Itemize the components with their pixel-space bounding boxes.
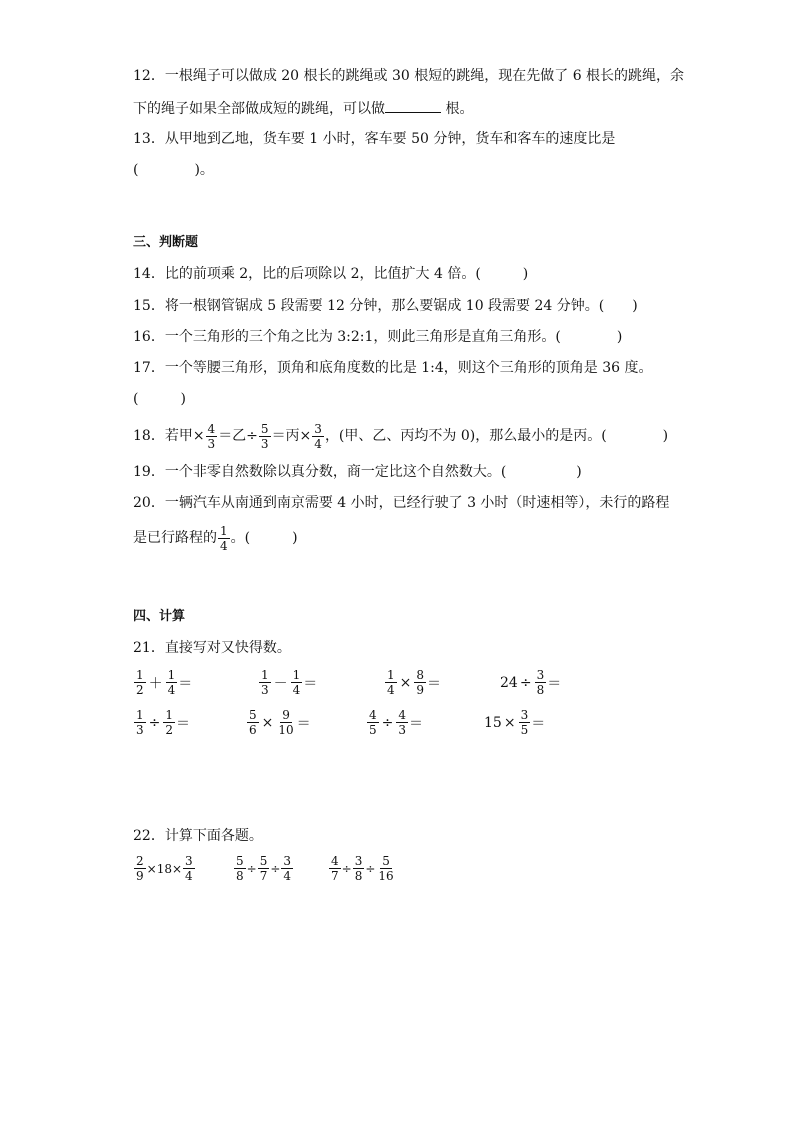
q20-suffix: 。( ) bbox=[230, 530, 298, 546]
q22-expr-3 bbox=[328, 854, 397, 883]
numerator: 1 bbox=[136, 708, 144, 722]
denominator: 3 bbox=[260, 436, 269, 451]
denominator: 4 bbox=[387, 683, 395, 697]
q21-expr-1-3 bbox=[384, 668, 441, 697]
fraction bbox=[376, 854, 395, 883]
denominator: 5 bbox=[369, 723, 377, 737]
fraction bbox=[291, 668, 303, 697]
operator: ÷ bbox=[365, 861, 376, 876]
denominator: 10 bbox=[278, 723, 294, 737]
fraction bbox=[353, 854, 365, 883]
fraction bbox=[281, 854, 293, 883]
operator: ÷ bbox=[270, 861, 281, 876]
q18-fraction-2 bbox=[259, 422, 271, 451]
q22-expr-2 bbox=[233, 854, 294, 883]
q18-fraction-1 bbox=[206, 422, 218, 451]
denominator: 9 bbox=[136, 869, 144, 883]
numerator: 4 bbox=[331, 854, 339, 868]
q13-answer-paren[interactable]: ( )。 bbox=[133, 162, 214, 178]
operator: ÷ bbox=[148, 714, 161, 731]
q21-expr-1-1 bbox=[133, 668, 192, 697]
equals: ＝ bbox=[176, 715, 191, 732]
operator: ÷ bbox=[519, 674, 532, 691]
fraction bbox=[183, 854, 195, 883]
denominator: 2 bbox=[165, 723, 174, 737]
q12-text: 下的绳子如果全部做成短的跳绳，可以做 bbox=[133, 101, 385, 117]
denominator: 9 bbox=[416, 683, 425, 697]
equals: ＝ bbox=[296, 715, 311, 732]
q18-prefix: 18．若甲× bbox=[133, 428, 205, 444]
numerator: 1 bbox=[220, 523, 228, 538]
fraction bbox=[134, 854, 146, 883]
q20-line1: 20．一辆汽车从南通到南京需要 4 小时，已经行驶了 3 小时（时速相等），未行的路程 bbox=[133, 495, 670, 511]
q12-answer-blank[interactable] bbox=[385, 98, 441, 113]
denominator: 8 bbox=[236, 869, 244, 883]
fraction bbox=[535, 668, 547, 697]
fraction bbox=[367, 708, 379, 737]
numerator: 3 bbox=[314, 421, 322, 436]
fraction bbox=[166, 668, 178, 697]
operator: × bbox=[503, 714, 516, 731]
denominator: 4 bbox=[314, 436, 322, 451]
q18-mid1: ＝乙÷ bbox=[218, 428, 258, 444]
q17-line1: 17．一个等腰三角形，顶角和底角度数的比是 1:4，则这个三角形的顶角是 36 度。 bbox=[133, 360, 653, 376]
q20-line2 bbox=[133, 522, 298, 554]
q16: 16．一个三角形的三个角之比为 3:2:1，则此三角形是直角三角形。( ) bbox=[133, 329, 623, 345]
numerator: 5 bbox=[382, 854, 390, 868]
numerator: 5 bbox=[259, 854, 268, 868]
denominator: 4 bbox=[220, 538, 228, 553]
fraction bbox=[234, 854, 246, 883]
q12-line2 bbox=[133, 98, 473, 119]
numerator: 8 bbox=[416, 668, 425, 682]
q21-expr-2-4 bbox=[484, 708, 545, 737]
equals: ＝ bbox=[178, 675, 193, 692]
denominator: 4 bbox=[167, 683, 176, 697]
equals: ＝ bbox=[531, 715, 546, 732]
numerator: 3 bbox=[536, 668, 545, 682]
numerator: 1 bbox=[167, 668, 176, 682]
numerator: 1 bbox=[165, 708, 174, 722]
q12-suffix: 根。 bbox=[441, 101, 474, 117]
numerator: 5 bbox=[236, 854, 244, 868]
numerator: 3 bbox=[354, 854, 363, 868]
denominator: 8 bbox=[354, 869, 363, 883]
fraction bbox=[134, 708, 146, 737]
q18-fraction-3 bbox=[312, 422, 324, 451]
q13-line1: 13．从甲地到乙地，货车要 1 小时，客车要 50 分钟，货车和客车的速度比是 bbox=[133, 131, 616, 147]
section-heading-judgement: 三、判断题 bbox=[133, 235, 199, 250]
numerator: 3 bbox=[283, 854, 292, 868]
operator: × bbox=[399, 674, 412, 691]
operator: ÷ bbox=[381, 714, 394, 731]
denominator: 3 bbox=[398, 723, 407, 737]
operator: ÷ bbox=[341, 861, 352, 876]
fraction bbox=[519, 708, 531, 737]
whole-number: 24 bbox=[500, 674, 518, 691]
q18-suffix: ，(甲、乙、丙均不为 0)，那么最小的是丙。( ) bbox=[324, 428, 669, 444]
denominator: 2 bbox=[136, 683, 144, 697]
fraction bbox=[396, 708, 408, 737]
fraction bbox=[414, 668, 426, 697]
q15: 15．将一根钢管锯成 5 段需要 12 分钟，那么要锯成 10 段需要 24 分钟。( ) bbox=[133, 298, 638, 314]
denominator: 8 bbox=[536, 683, 545, 697]
q21-expr-1-2 bbox=[258, 668, 317, 697]
numerator: 5 bbox=[260, 421, 269, 436]
operator: － bbox=[273, 675, 288, 692]
numerator: 2 bbox=[136, 854, 144, 868]
q14: 14．比的前项乘 2，比的后项除以 2，比值扩大 4 倍。( ) bbox=[133, 266, 529, 282]
fraction bbox=[163, 708, 175, 737]
q21-expr-1-4 bbox=[500, 668, 561, 697]
numerator: 3 bbox=[185, 854, 193, 868]
denominator: 3 bbox=[136, 723, 144, 737]
fraction bbox=[329, 854, 341, 883]
equals: ＝ bbox=[547, 675, 562, 692]
fraction bbox=[385, 668, 397, 697]
numerator: 3 bbox=[520, 708, 529, 722]
q21-title: 21．直接写对又快得数。 bbox=[133, 640, 291, 656]
q21-expr-2-2 bbox=[246, 708, 311, 737]
fraction bbox=[258, 854, 270, 883]
whole-number: 15 bbox=[484, 714, 502, 731]
operator: × bbox=[261, 714, 274, 731]
numerator: 1 bbox=[136, 668, 144, 682]
operator: ＋ bbox=[148, 675, 163, 692]
q22-expr-1 bbox=[133, 854, 196, 883]
q19: 19．一个非零自然数除以真分数，商一定比这个自然数大。( ) bbox=[133, 464, 582, 480]
section-heading-calculation: 四、计算 bbox=[133, 609, 186, 624]
denominator: 4 bbox=[185, 869, 193, 883]
numerator: 5 bbox=[249, 708, 257, 722]
operator: ÷ bbox=[246, 861, 257, 876]
q17-answer-paren[interactable]: ( ) bbox=[133, 391, 186, 407]
equals: ＝ bbox=[427, 675, 442, 692]
denominator: 7 bbox=[259, 869, 268, 883]
operator: ×18× bbox=[146, 861, 183, 876]
denominator: 3 bbox=[207, 436, 216, 451]
equals: ＝ bbox=[409, 715, 424, 732]
denominator: 4 bbox=[283, 869, 292, 883]
numerator: 4 bbox=[398, 708, 407, 722]
equals: ＝ bbox=[303, 675, 318, 692]
q12-line1: 12．一根绳子可以做成 20 根长的跳绳或 30 根短的跳绳，现在先做了 6 根长的跳绳，余 bbox=[133, 68, 685, 84]
q21-expr-2-1 bbox=[133, 708, 190, 737]
fraction bbox=[134, 668, 146, 697]
numerator: 4 bbox=[369, 708, 377, 722]
denominator: 16 bbox=[378, 869, 394, 883]
denominator: 5 bbox=[520, 723, 529, 737]
numerator: 1 bbox=[387, 668, 395, 682]
fraction bbox=[276, 708, 295, 737]
q18-mid2: ＝丙× bbox=[271, 428, 312, 444]
fraction bbox=[247, 708, 259, 737]
denominator: 6 bbox=[249, 723, 257, 737]
denominator: 7 bbox=[331, 869, 339, 883]
q21-expr-2-3 bbox=[366, 708, 423, 737]
q20-fraction bbox=[218, 524, 230, 553]
numerator: 1 bbox=[292, 668, 301, 682]
numerator: 1 bbox=[261, 668, 269, 682]
denominator: 3 bbox=[261, 683, 269, 697]
q20-text: 是已行路程的 bbox=[133, 530, 217, 546]
q22-title: 22．计算下面各题。 bbox=[133, 828, 263, 844]
numerator: 4 bbox=[207, 421, 216, 436]
numerator: 9 bbox=[282, 708, 290, 722]
q18 bbox=[133, 420, 668, 452]
fraction bbox=[259, 668, 271, 697]
denominator: 4 bbox=[292, 683, 301, 697]
